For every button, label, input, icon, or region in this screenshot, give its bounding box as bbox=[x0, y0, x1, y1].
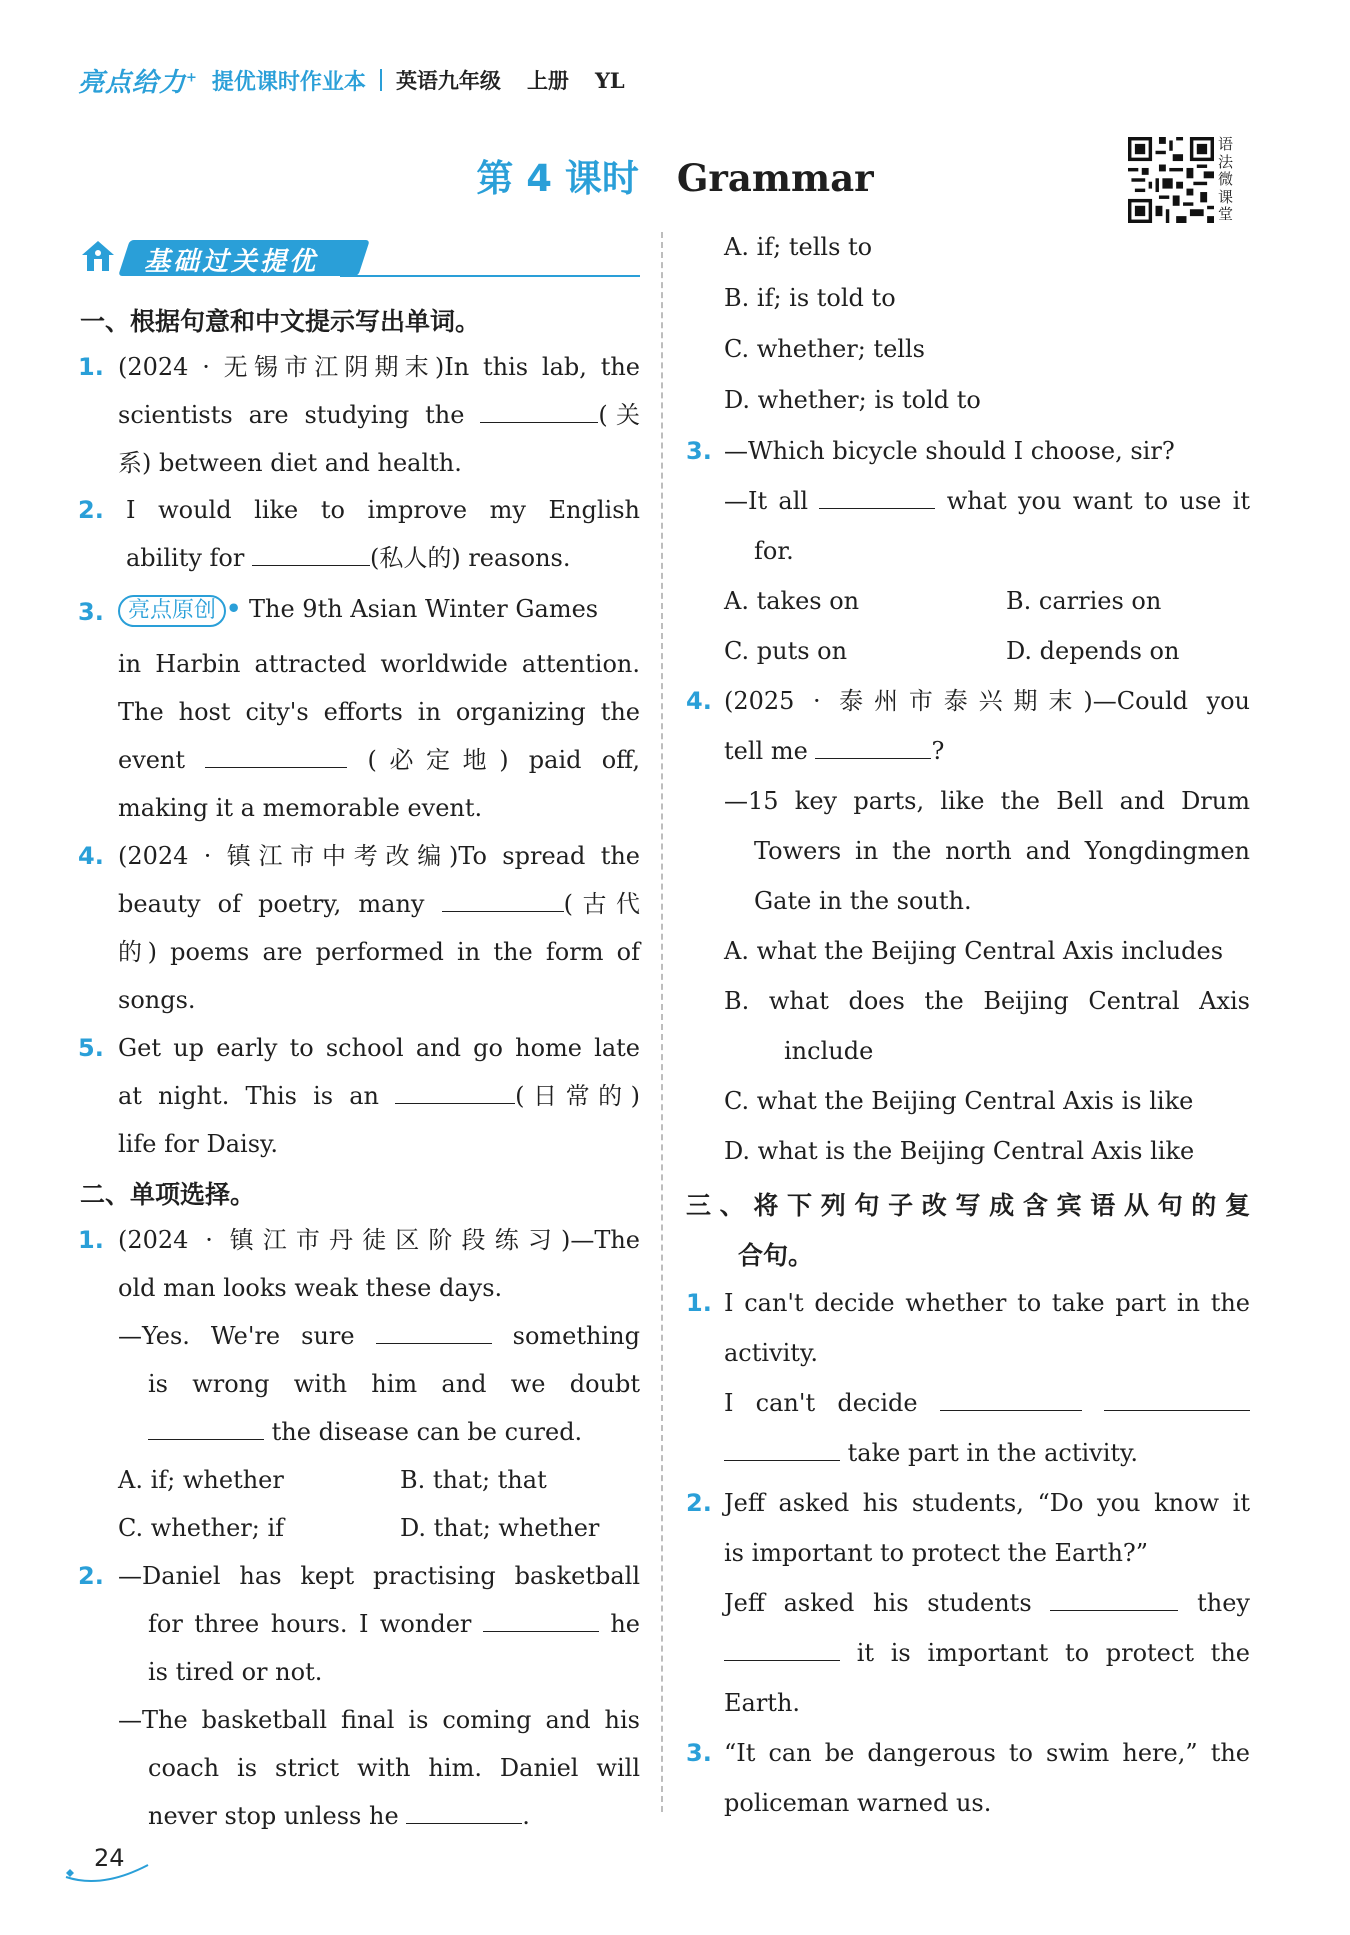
section-banner-title: 基础过关提优 bbox=[144, 247, 319, 277]
option-a[interactable]: A. if; whether bbox=[118, 1466, 284, 1494]
m2-line: coach is strict with him. Daniel will bbox=[148, 1754, 640, 1782]
question-number: 4. bbox=[78, 842, 104, 870]
qr-caption-char: 微 bbox=[1218, 170, 1234, 188]
running-header bbox=[78, 60, 625, 100]
answer-blank[interactable] bbox=[376, 1321, 492, 1344]
option-b[interactable]: B. that; that bbox=[400, 1466, 547, 1494]
r1-line: I can't decide bbox=[724, 1388, 1250, 1418]
option-b-cont[interactable]: include bbox=[784, 1037, 874, 1065]
q5-line: Get up early to school and go home late bbox=[118, 1034, 640, 1062]
m4-line: Gate in the south. bbox=[754, 887, 972, 915]
q2-line: I would like to improve my English bbox=[126, 496, 640, 524]
question-number: 4. bbox=[686, 687, 712, 715]
question-number: 1. bbox=[686, 1289, 712, 1317]
option-d[interactable]: D. depends on bbox=[1006, 637, 1180, 665]
r1-line: take part in the activity. bbox=[724, 1438, 1138, 1468]
option-b[interactable]: B. what does the Beijing Central Axis bbox=[724, 987, 1250, 1015]
m4-line: —15 key parts, like the Bell and Drum bbox=[724, 787, 1250, 815]
m1-line: is wrong with him and we doubt bbox=[148, 1370, 640, 1398]
m3-line: —It all what you want to use it bbox=[724, 487, 1250, 515]
m4-line: (2025 · 泰州市泰兴期末)—Could you bbox=[724, 687, 1250, 715]
option-a[interactable]: A. what the Beijing Central Axis includes bbox=[724, 937, 1224, 965]
volume-label: 上册 bbox=[526, 69, 569, 93]
edition-label: YL bbox=[594, 67, 625, 93]
question-number: 2. bbox=[78, 496, 104, 524]
option-b[interactable]: B. carries on bbox=[1006, 587, 1162, 615]
m4-line: tell me ? bbox=[724, 737, 945, 765]
series-name: 提优课时作业本 bbox=[211, 69, 366, 95]
q1-line: (2024 · 无锡市江阴期末)In this lab, the bbox=[118, 353, 640, 381]
question-number: 3. bbox=[686, 437, 712, 465]
m2-line: never stop unless he . bbox=[148, 1802, 530, 1830]
qr-caption bbox=[1218, 136, 1240, 224]
q5-line: life for Daisy. bbox=[118, 1130, 279, 1158]
answer-blank[interactable] bbox=[442, 889, 564, 912]
m1-line: —Yes. We're sure something bbox=[118, 1322, 640, 1350]
option-d[interactable]: D. whether; is told to bbox=[724, 386, 981, 414]
answer-blank[interactable] bbox=[1050, 1588, 1178, 1611]
qr-caption-char: 法 bbox=[1218, 152, 1234, 171]
section-3-heading: 三、将下列句子改写成含宾语从句的复 bbox=[686, 1191, 1250, 1220]
q3-line: making it a memorable event. bbox=[118, 794, 483, 822]
answer-blank[interactable] bbox=[205, 745, 347, 768]
m1-line: the disease can be cured. bbox=[148, 1417, 582, 1447]
question-number: 1. bbox=[78, 1226, 104, 1254]
answer-blank[interactable] bbox=[480, 400, 598, 423]
r2-line: it is important to protect the bbox=[724, 1638, 1250, 1668]
answer-blank[interactable] bbox=[724, 1438, 840, 1461]
q3-line: The host city's efforts in organizing the bbox=[118, 698, 640, 726]
m2-line: —The basketball final is coming and his bbox=[118, 1706, 640, 1734]
option-b[interactable]: B. if; is told to bbox=[724, 284, 896, 312]
qr-caption-char: 语 bbox=[1218, 135, 1234, 153]
question-number: 3. bbox=[78, 598, 104, 626]
page-number: 24 bbox=[94, 1844, 125, 1872]
answer-blank[interactable] bbox=[819, 486, 935, 509]
header-divider bbox=[380, 69, 382, 91]
r3-line: “It can be dangerous to swim here,” the bbox=[724, 1739, 1250, 1767]
column-divider bbox=[661, 232, 663, 1812]
qr-caption-char: 堂 bbox=[1218, 205, 1234, 223]
q4-line: 的) poems are performed in the form of bbox=[118, 938, 640, 966]
m2-line: —Daniel has kept practising basketball bbox=[118, 1562, 640, 1590]
question-number: 5. bbox=[78, 1034, 104, 1062]
r2-line: Jeff asked his students, “Do you know it bbox=[724, 1489, 1250, 1517]
banner-underline bbox=[340, 275, 640, 277]
answer-blank[interactable] bbox=[1104, 1388, 1250, 1411]
r2-line: Jeff asked his students they bbox=[724, 1589, 1250, 1617]
original-badge: 亮点原创 bbox=[118, 595, 226, 627]
option-c[interactable]: C. whether; if bbox=[118, 1514, 285, 1542]
option-c[interactable]: C. puts on bbox=[724, 637, 848, 665]
m3-line: for. bbox=[754, 537, 794, 565]
answer-blank[interactable] bbox=[252, 543, 370, 566]
m2-line: is tired or not. bbox=[148, 1658, 323, 1686]
answer-blank[interactable] bbox=[940, 1388, 1082, 1411]
m4-line: Towers in the north and Yongdingmen bbox=[754, 837, 1250, 865]
q5-line: at night. This is an (日常的) bbox=[118, 1082, 640, 1110]
option-c[interactable]: C. what the Beijing Central Axis is like bbox=[724, 1087, 1194, 1115]
section-3-heading-cont: 合句。 bbox=[738, 1241, 814, 1270]
option-d[interactable]: D. that; whether bbox=[400, 1514, 600, 1542]
qr-caption-char: 课 bbox=[1218, 187, 1234, 206]
q4-line: (2024 · 镇江市中考改编)To spread the bbox=[118, 842, 640, 870]
answer-blank[interactable] bbox=[406, 1801, 522, 1824]
m2-line: for three hours. I wonder he bbox=[148, 1610, 640, 1638]
option-d[interactable]: D. what is the Beijing Central Axis like bbox=[724, 1137, 1195, 1165]
m3-line: —Which bicycle should I choose, sir? bbox=[724, 437, 1175, 465]
section-1-heading: 一、根据句意和中文提示写出单词。 bbox=[80, 307, 481, 336]
answer-blank[interactable] bbox=[483, 1609, 599, 1632]
m1-line: old man looks weak these days. bbox=[118, 1274, 503, 1302]
q1-line: scientists are studying the (关 bbox=[118, 401, 640, 429]
option-a[interactable]: A. if; tells to bbox=[724, 233, 873, 261]
question-number: 2. bbox=[78, 1562, 104, 1590]
question-number: 3. bbox=[686, 1739, 712, 1767]
answer-blank[interactable] bbox=[148, 1417, 264, 1440]
q2-line: ability for (私人的) reasons. bbox=[126, 544, 571, 572]
answer-blank[interactable] bbox=[815, 736, 931, 759]
r1-line: I can't decide whether to take part in the bbox=[724, 1289, 1250, 1317]
q3-line: event (必定地) paid off, bbox=[118, 746, 640, 774]
q3-line: 亮点原创 • The 9th Asian Winter Games bbox=[118, 594, 598, 627]
question-number: 2. bbox=[686, 1489, 712, 1517]
option-c[interactable]: C. whether; tells bbox=[724, 335, 925, 363]
grade-label: 英语九年级 bbox=[395, 69, 501, 93]
q4-line: songs. bbox=[118, 986, 196, 1014]
answer-blank[interactable] bbox=[724, 1638, 840, 1661]
r2-line: Earth. bbox=[724, 1689, 801, 1717]
q4-line: beauty of poetry, many (古代 bbox=[118, 890, 640, 918]
r1-line: activity. bbox=[724, 1339, 818, 1367]
question-number: 1. bbox=[78, 353, 104, 381]
lesson-number: 第 4 课时 bbox=[476, 157, 639, 200]
m1-line: (2024 · 镇江市丹徒区阶段练习)—The bbox=[118, 1226, 640, 1254]
r2-line: is important to protect the Earth?” bbox=[724, 1539, 1149, 1567]
option-a[interactable]: A. takes on bbox=[724, 587, 860, 615]
house-icon bbox=[80, 238, 116, 274]
lesson-topic: Grammar bbox=[676, 156, 874, 200]
r3-line: policeman warned us. bbox=[724, 1789, 992, 1817]
answer-blank[interactable] bbox=[395, 1081, 515, 1104]
brand-logo: 亮点给力+ bbox=[78, 67, 198, 98]
section-2-heading: 二、单项选择。 bbox=[80, 1180, 256, 1209]
q3-line: in Harbin attracted worldwide attention. bbox=[118, 650, 640, 678]
q1-line: 系) between diet and health. bbox=[118, 449, 462, 477]
qr-code-icon[interactable] bbox=[1128, 137, 1214, 223]
